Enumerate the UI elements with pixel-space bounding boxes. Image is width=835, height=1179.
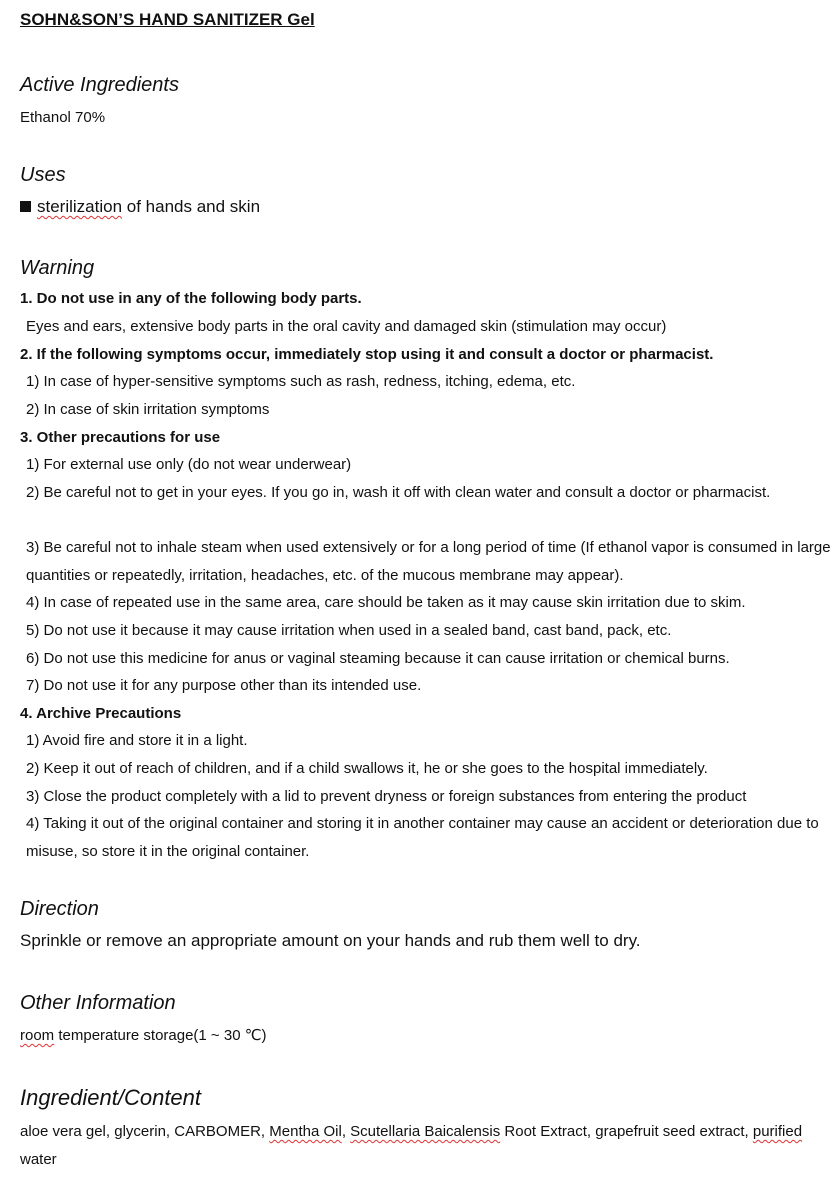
- spellcheck-word: room: [20, 1027, 55, 1044]
- warning-section-1-text: Eyes and ears, extensive body parts in the oral cavity and damaged skin (stimulation may occur): [26, 318, 667, 335]
- spellcheck-word: purified: [752, 1123, 803, 1140]
- ingredient-content-heading: Ingredient/Content: [20, 1085, 202, 1110]
- warning-item: 2) In case of skin irritation symptoms: [26, 401, 270, 418]
- other-information-text: room temperature storage(1 ~ 30 ℃): [20, 1027, 267, 1044]
- warning-heading: Warning: [20, 257, 95, 279]
- warning-item: 7) Do not use it for any purpose other than its intended use.: [26, 677, 422, 694]
- uses-text: sterilization of hands and skin: [20, 197, 260, 217]
- warning-item: 6) Do not use this medicine for anus or vaginal steaming because it can cause irritation or chemical burns.: [26, 650, 730, 667]
- warning-item: 3) Be careful not to inhale steam when used extensively or for a long period of time (If ethanol vapor is consumed in large quantities or repeatedly, irritation, headaches, etc. of the mucous membrane may appear).: [26, 539, 831, 584]
- other-information-heading: Other Information: [20, 992, 176, 1014]
- active-ingredients-text: Ethanol 70%: [20, 109, 106, 126]
- warning-item: 4) In case of repeated use in the same area, care should be taken as it may cause skin irritation due to skim.: [26, 594, 746, 611]
- direction-heading: Direction: [20, 898, 99, 920]
- warning-section-1: 1. Do not use in any of the following body parts.: [20, 290, 362, 307]
- spellcheck-word: Scutellaria Baicalensis: [350, 1123, 501, 1140]
- warning-item: 2) Be careful not to get in your eyes. If you go in, wash it off with clean water and consult a doctor or pharmacist.: [26, 484, 771, 501]
- warning-item: 1) For external use only (do not wear underwear): [26, 456, 352, 473]
- warning-item: 3) Close the product completely with a lid to prevent dryness or foreign substances from entering the product: [26, 788, 747, 805]
- document-title: SOHN&SON’S HAND SANITIZER Gel: [20, 10, 315, 29]
- warning-item: 4) Taking it out of the original container and storing it in another container may cause an accident or deterioration due to misuse, so store it in the original container.: [26, 815, 819, 860]
- warning-item: 1) In case of hyper-sensitive symptoms such as rash, redness, itching, edema, etc.: [26, 373, 576, 390]
- spellcheck-word: Mentha Oil: [269, 1123, 342, 1140]
- warning-item: 1) Avoid fire and store it in a light.: [26, 732, 248, 749]
- warning-section-3: 3. Other precautions for use: [20, 429, 221, 446]
- uses-heading: Uses: [20, 164, 66, 186]
- warning-section-4: 4. Archive Precautions: [20, 705, 182, 722]
- direction-text: Sprinkle or remove an appropriate amount on your hands and rub them well to dry.: [20, 931, 641, 950]
- square-bullet-icon: [20, 201, 31, 212]
- warning-section-2: 2. If the following symptoms occur, immediately stop using it and consult a doctor or pharmacist.: [20, 346, 714, 363]
- active-ingredients-heading: Active Ingredients: [20, 74, 179, 96]
- warning-item: 2) Keep it out of reach of children, and if a child swallows it, he or she goes to the hospital immediately.: [26, 760, 708, 777]
- ingredient-content-text: aloe vera gel, glycerin, CARBOMER, Mentha Oil, Scutellaria Baicalensis Root Extract, grapefruit seed extract, purified water: [20, 1123, 803, 1168]
- warning-item: 5) Do not use it because it may cause irritation when used in a sealed band, cast band, pack, etc.: [26, 622, 672, 639]
- spellcheck-word: sterilization: [37, 197, 123, 216]
